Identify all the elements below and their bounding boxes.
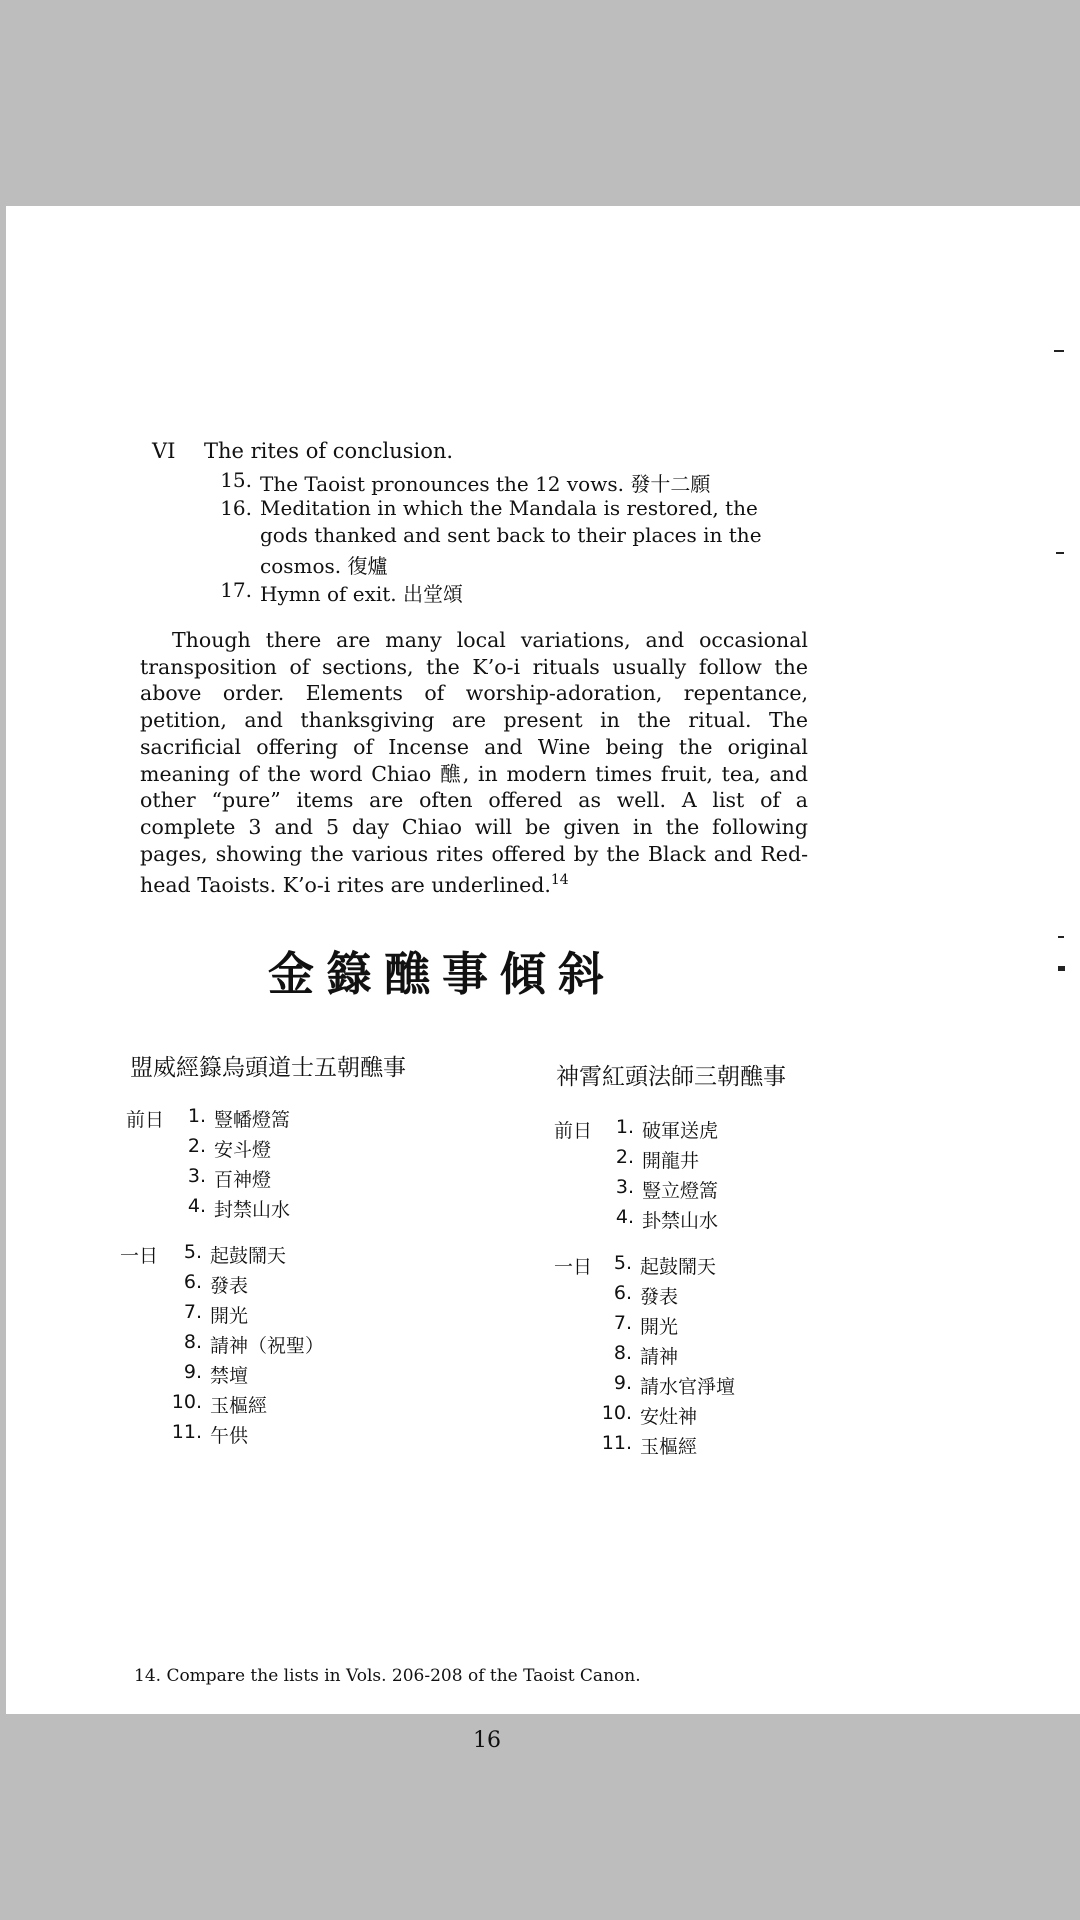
rite-number: 15. [220, 468, 252, 492]
item-number: 3. [615, 1176, 634, 1198]
item-number: 4. [187, 1195, 206, 1217]
item-text: 開光 [210, 1305, 249, 1327]
item-number: 4. [615, 1206, 634, 1228]
right-list-heading: 神霄紅頭法師三朝醮事 [556, 1064, 786, 1090]
item-number: 10. [601, 1402, 632, 1424]
item-number: 3. [187, 1165, 206, 1187]
list-item [592, 1206, 852, 1236]
item-text: 請神（祝聖） [210, 1335, 325, 1357]
section-title: The rites of conclusion. [204, 439, 454, 463]
rite-number: 17. [220, 578, 252, 602]
item-number: 11. [171, 1421, 202, 1443]
item-number: 5. [613, 1252, 632, 1274]
list-item [592, 1146, 852, 1176]
item-text: 安灶神 [640, 1406, 698, 1428]
item-text: 午供 [210, 1425, 249, 1447]
day-label: 一日 [554, 1256, 593, 1278]
item-text: 禁壇 [210, 1365, 249, 1387]
rite-number: 16. [220, 496, 252, 520]
day-label: 前日 [554, 1120, 593, 1142]
list-item [160, 1301, 420, 1331]
document-page [6, 206, 1080, 1753]
section-number: VI [152, 439, 176, 463]
item-text: 卦禁山水 [642, 1210, 719, 1232]
item-number: 9. [613, 1372, 632, 1394]
list-item [164, 1165, 424, 1195]
chinese-title: 金籙醮事傾斜 [268, 947, 616, 1001]
list-item [590, 1372, 850, 1402]
list-item [160, 1331, 420, 1361]
list-item [590, 1252, 850, 1282]
item-text: 百神燈 [214, 1169, 272, 1191]
list-item [590, 1342, 850, 1372]
list-item [592, 1116, 852, 1146]
left-list-heading: 盟威經籙烏頭道士五朝醮事 [130, 1055, 406, 1081]
list-item [590, 1432, 850, 1462]
item-number: 5. [183, 1241, 202, 1263]
list-item [164, 1135, 424, 1165]
item-text: 豎幡燈篙 [214, 1109, 291, 1131]
list-item [160, 1241, 420, 1271]
rite-text-line: cosmos. 復爐 [260, 554, 388, 578]
item-text: 玉樞經 [210, 1395, 268, 1417]
scan-mark [1058, 966, 1065, 971]
item-number: 1. [187, 1105, 206, 1127]
footnote: 14. Compare the lists in Vols. 206-208 of the Taoist Canon. [134, 1666, 641, 1686]
right-ritual-list [554, 1116, 874, 1456]
item-text: 開光 [640, 1316, 679, 1338]
rite-text-line: Meditation in which the Mandala is restored, the [260, 496, 758, 520]
footnote-reference: 14 [550, 872, 569, 889]
item-number: 7. [613, 1312, 632, 1334]
list-item [160, 1361, 420, 1391]
item-number: 8. [613, 1342, 632, 1364]
list-item [164, 1105, 424, 1135]
list-item [592, 1176, 852, 1206]
page-number: 16 [473, 1728, 501, 1753]
list-item [590, 1282, 850, 1312]
item-text: 起鼓鬧天 [210, 1245, 287, 1267]
list-item [160, 1421, 420, 1451]
day-label: 前日 [126, 1109, 165, 1131]
body-paragraph [140, 627, 808, 899]
item-text: 發表 [640, 1286, 679, 1308]
item-text: 開龍井 [642, 1150, 700, 1172]
item-number: 2. [187, 1135, 206, 1157]
item-text: 安斗燈 [214, 1139, 272, 1161]
item-text: 破軍送虎 [642, 1120, 719, 1142]
item-number: 2. [615, 1146, 634, 1168]
item-text: 豎立燈篙 [642, 1180, 719, 1202]
item-text: 發表 [210, 1275, 249, 1297]
rite-text-line: gods thanked and sent back to their places in the [260, 523, 762, 547]
item-text: 起鼓鬧天 [640, 1256, 717, 1278]
item-number: 6. [613, 1282, 632, 1304]
item-number: 7. [183, 1301, 202, 1323]
item-text: 請神 [640, 1346, 679, 1368]
left-ritual-list [120, 1105, 446, 1447]
day-label: 一日 [120, 1245, 159, 1267]
item-number: 11. [601, 1432, 632, 1454]
paragraph-text: Though there are many local variations, and occasional transposition of sections, the K’o-i rituals usually follow the above order. Elements of worship-adoration, repentance, petition, and thanksgiving are present in the ritual. The sacrificial offering of Incense and Wine being the original meaning of the word Chiao 醮, in modern times fruit, tea, and other “pure” items are often offered as well. A list of a complete 3 and 5 day Chiao will be given in the following pages, showing the various rites offered by the Black and Red-head Taoists. K’o-i rites are underlined. [140, 628, 808, 898]
list-item [160, 1271, 420, 1301]
item-number: 6. [183, 1271, 202, 1293]
item-text: 玉樞經 [640, 1436, 698, 1458]
item-text: 封禁山水 [214, 1199, 291, 1221]
rite-text: The Taoist pronounces the 12 vows. 發十二願 [260, 472, 711, 496]
list-item [164, 1195, 424, 1225]
item-text: 請水官淨壇 [640, 1376, 736, 1398]
scan-mark [1054, 350, 1064, 352]
item-number: 8. [183, 1331, 202, 1353]
item-number: 9. [183, 1361, 202, 1383]
scan-mark [1058, 936, 1064, 938]
list-item [160, 1391, 420, 1421]
item-number: 1. [615, 1116, 634, 1138]
rite-text: Hymn of exit. 出堂頌 [260, 582, 464, 606]
list-item [590, 1402, 850, 1432]
scan-mark [1056, 552, 1064, 554]
item-number: 10. [171, 1391, 202, 1413]
list-item [590, 1312, 850, 1342]
